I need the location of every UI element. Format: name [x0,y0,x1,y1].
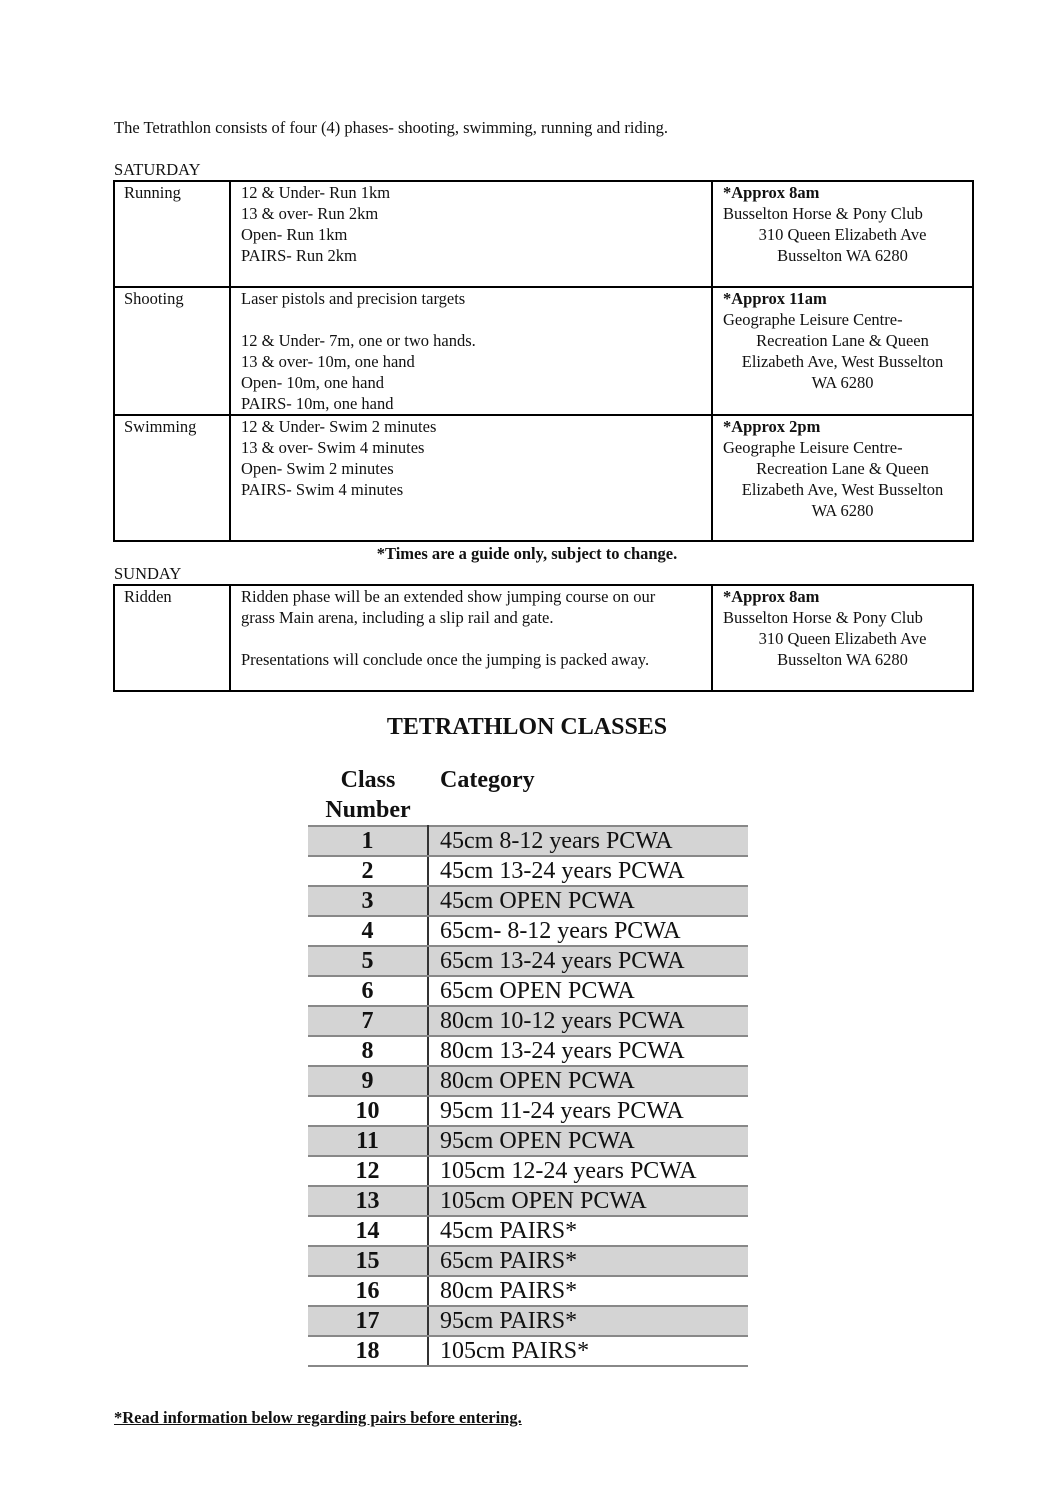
detail-line: Open- 10m, one hand [241,373,384,392]
class-row [308,1006,748,1036]
class-number: 1 [308,826,428,856]
approx-time: *Approx 8am [723,183,820,202]
schedule-row-swimming [114,415,973,541]
class-row [308,1336,748,1366]
detail-line: PAIRS- Swim 4 minutes [241,480,404,499]
class-category: 105cm PAIRS* [428,1336,748,1366]
venue-line: WA 6280 [811,501,874,520]
detail-line: 12 & Under- Swim 2 minutes [241,417,437,436]
class-category: 105cm OPEN PCWA [428,1186,748,1216]
class-category: 65cm- 8-12 years PCWA [428,916,748,946]
phase-name: Running [114,181,230,287]
class-category: 80cm OPEN PCWA [428,1066,748,1096]
category-header: Category [440,767,535,793]
venue-line: Geographe Leisure Centre- [723,310,903,329]
detail-line: 13 & over- Run 2km [241,204,379,223]
phase-location [712,181,973,287]
venue-line: Busselton WA 6280 [777,650,908,669]
detail-line: 12 & Under- 7m, one or two hands. [241,331,476,350]
detail-line: Open- Run 1km [241,225,348,244]
class-row [308,1276,748,1306]
class-category: 80cm 10-12 years PCWA [428,1006,748,1036]
class-row [308,1036,748,1066]
phase-name: Swimming [114,415,230,541]
class-number: 11 [308,1126,428,1156]
detail-line: 12 & Under- Run 1km [241,183,391,202]
detail-line: 13 & over- 10m, one hand [241,352,415,371]
class-category: 65cm OPEN PCWA [428,976,748,1006]
intro-text: The Tetrathlon consists of four (4) phases- shooting, swimming, running and riding. [114,118,668,137]
detail-line: Laser pistols and precision targets [241,289,466,308]
class-row [308,976,748,1006]
venue-line: Busselton Horse & Pony Club [723,204,923,223]
class-number: 2 [308,856,428,886]
phase-name: Ridden [114,585,230,691]
schedule-row-shooting [114,287,973,415]
venue-line: Recreation Lane & Queen [756,331,929,350]
venue-line: Recreation Lane & Queen [756,459,929,478]
class-row [308,1306,748,1336]
schedule-row-running [114,181,973,287]
class-row [308,1066,748,1096]
detail-line: Open- Swim 2 minutes [241,459,394,478]
phase-location [712,287,973,415]
approx-time: *Approx 11am [723,289,827,308]
class-number: 9 [308,1066,428,1096]
schedule-row-ridden [114,585,973,691]
class-number: 17 [308,1306,428,1336]
saturday-label: SATURDAY [114,160,201,179]
class-row [308,1186,748,1216]
class-row [308,916,748,946]
class-category: 95cm PAIRS* [428,1306,748,1336]
class-row [308,1216,748,1246]
venue-line: Elizabeth Ave, West Busselton [741,480,944,499]
class-number: 7 [308,1006,428,1036]
class-category: 45cm 8-12 years PCWA [428,826,748,856]
class-row [308,1096,748,1126]
class-number: 18 [308,1336,428,1366]
class-category: 45cm OPEN PCWA [428,886,748,916]
detail-line: grass Main arena, including a slip rail and gate. [241,608,554,627]
class-number-header [308,765,428,825]
detail-line: 13 & over- Swim 4 minutes [241,438,425,457]
class-number: 14 [308,1216,428,1246]
class-number: 6 [308,976,428,1006]
venue-line: Busselton WA 6280 [777,246,908,265]
class-category: 65cm 13-24 years PCWA [428,946,748,976]
phase-location [712,415,973,541]
class-row [308,946,748,976]
venue-line: WA 6280 [811,373,874,392]
detail-line: PAIRS- 10m, one hand [241,394,394,413]
sunday-schedule-table [113,584,974,692]
class-category: 95cm 11-24 years PCWA [428,1096,748,1126]
phase-details [230,585,712,691]
class-number: 13 [308,1186,428,1216]
phase-details [230,181,712,287]
class-category: 80cm PAIRS* [428,1276,748,1306]
class-number: 16 [308,1276,428,1306]
class-row [308,886,748,916]
saturday-schedule-table [113,180,974,542]
approx-time: *Approx 2pm [723,417,821,436]
class-number: 4 [308,916,428,946]
phase-name: Shooting [114,287,230,415]
approx-time: *Approx 8am [723,587,820,606]
classes-title: TETRATHLON CLASSES [386,714,668,740]
pairs-info-note: *Read information below regarding pairs before entering. [114,1408,522,1427]
class-number: 15 [308,1246,428,1276]
class-number: 3 [308,886,428,916]
class-row [308,1246,748,1276]
class-category: 105cm 12-24 years PCWA [428,1156,748,1186]
class-category: 45cm PAIRS* [428,1216,748,1246]
class-category: 80cm 13-24 years PCWA [428,1036,748,1066]
detail-line: Presentations will conclude once the jumping is packed away. [241,650,650,669]
class-category: 45cm 13-24 years PCWA [428,856,748,886]
header-line: Number [325,797,411,823]
class-category: 95cm OPEN PCWA [428,1126,748,1156]
venue-line: Busselton Horse & Pony Club [723,608,923,627]
header-line: Class [340,767,396,793]
class-row [308,856,748,886]
phase-details [230,415,712,541]
detail-line: PAIRS- Run 2km [241,246,357,265]
detail-line: Ridden phase will be an extended show jumping course on our [241,587,656,606]
class-row [308,1156,748,1186]
class-number: 8 [308,1036,428,1066]
venue-line: Geographe Leisure Centre- [723,438,903,457]
class-row [308,1126,748,1156]
class-category: 65cm PAIRS* [428,1246,748,1276]
venue-line: 310 Queen Elizabeth Ave [758,629,927,648]
class-number: 12 [308,1156,428,1186]
classes-table [308,825,748,1367]
class-row [308,826,748,856]
phase-location [712,585,973,691]
sunday-label: SUNDAY [114,564,182,583]
times-guide-note: *Times are a guide only, subject to change. [376,544,678,563]
class-number: 5 [308,946,428,976]
class-number: 10 [308,1096,428,1126]
venue-line: Elizabeth Ave, West Busselton [741,352,944,371]
phase-details [230,287,712,415]
venue-line: 310 Queen Elizabeth Ave [758,225,927,244]
